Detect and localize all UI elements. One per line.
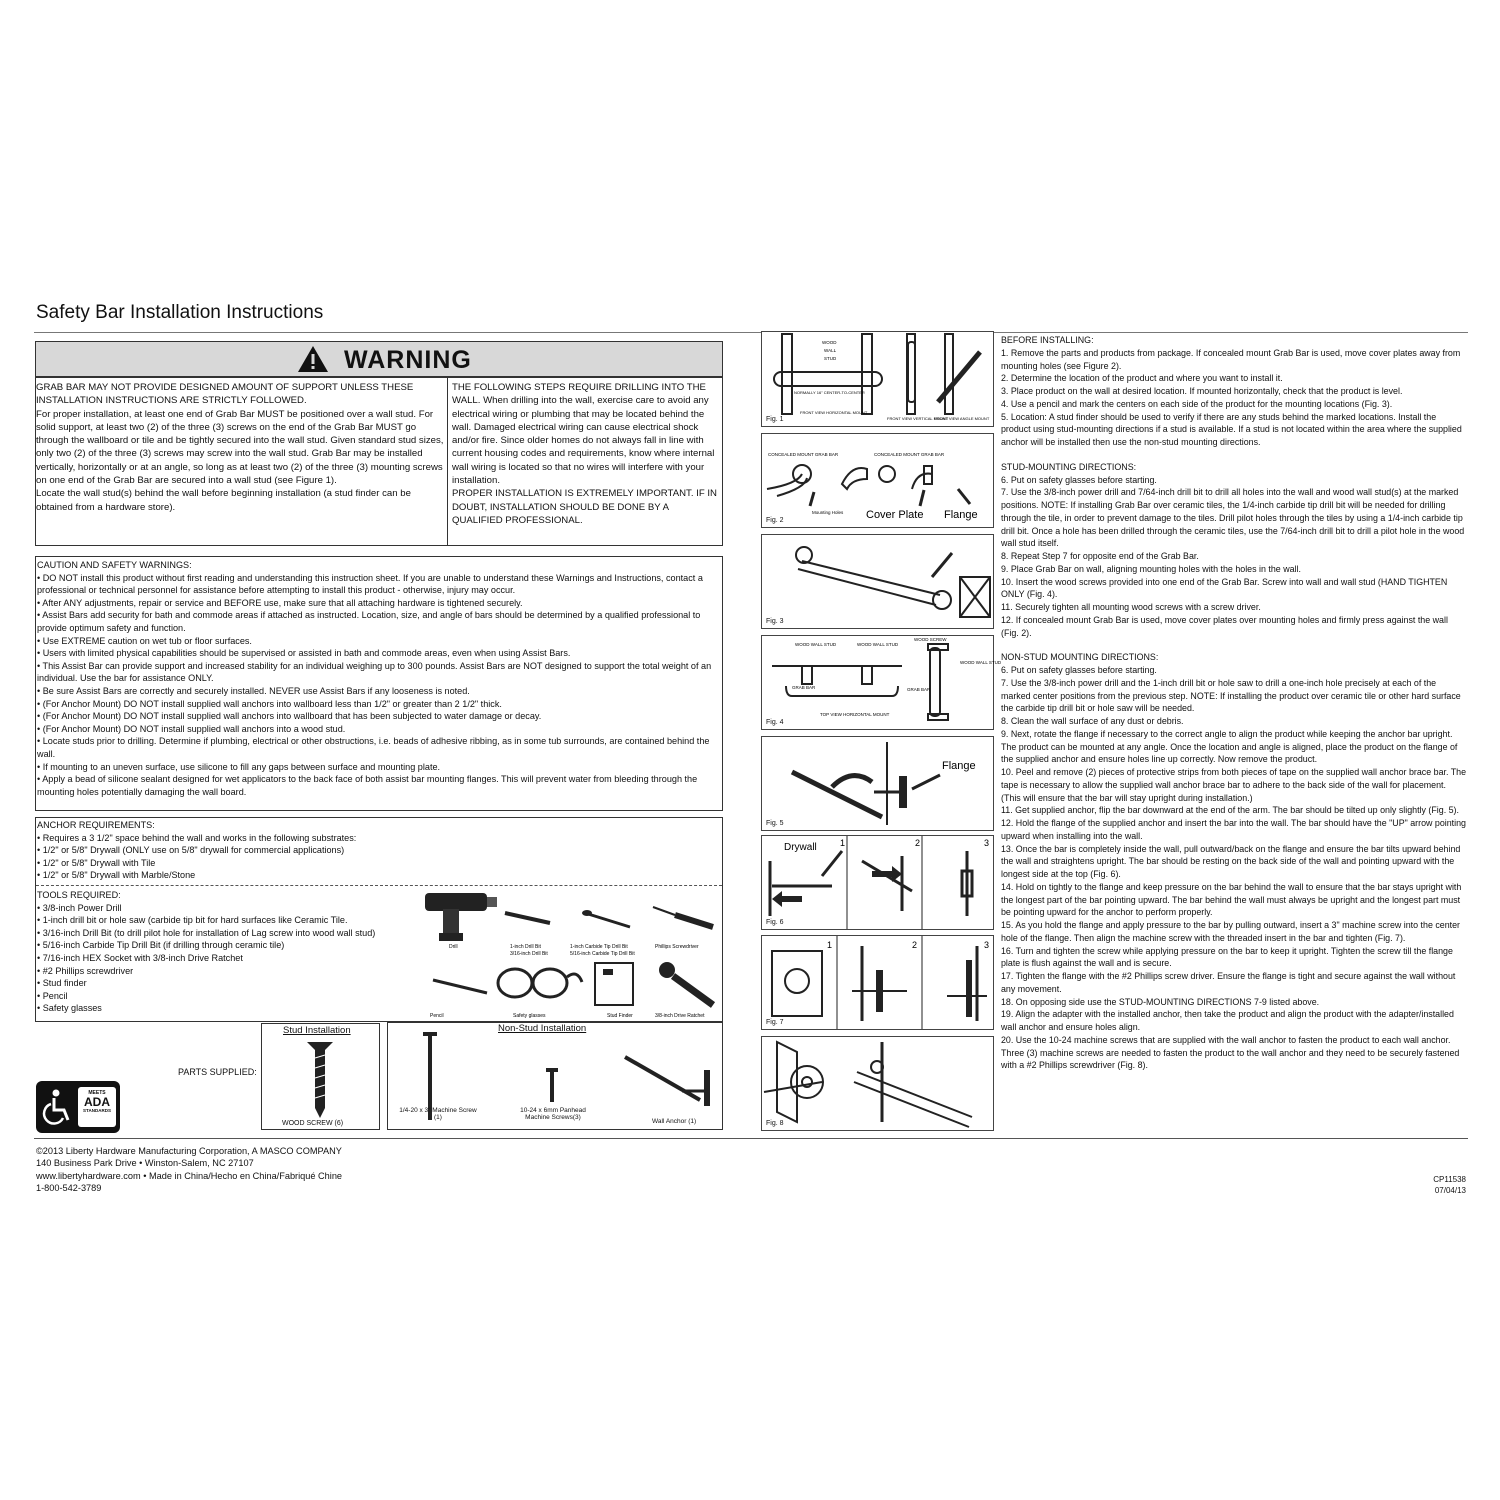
fig2-cover-plate: Cover Plate xyxy=(866,509,924,521)
figure-7 xyxy=(761,935,994,1030)
nonstud-installation-title: Non-Stud Installation xyxy=(498,1023,587,1034)
tool-item: • 7/16-inch HEX Socket with 3/8-inch Drive Ratchet xyxy=(37,952,243,963)
warning-col-2 xyxy=(452,381,720,527)
tool-item: • Stud finder xyxy=(37,978,87,989)
fig6-drywall: Drywall xyxy=(784,842,817,853)
panhead-screw-label: 10-24 x 6mm Panhead Machine Screws(3) xyxy=(520,1107,586,1121)
ada-meets: MEETS xyxy=(88,1090,106,1096)
fig1-vertical: FRONT VIEW VERTICAL MOUNT xyxy=(887,416,949,421)
figure-4 xyxy=(761,635,1002,730)
caution-item: • DO NOT install this product without first reading and understanding this instruction sheet. If you are unable to understand these Warnings and Instructions, contact a professional or technical personnel for assistance before attempting to install this product - otherwise, injury may occur. xyxy=(37,572,703,596)
warning-col-1 xyxy=(36,381,446,514)
wood-screw-label: WOOD SCREW (6) xyxy=(282,1120,344,1127)
document-code xyxy=(1433,1174,1466,1196)
before-item: 1. Remove the parts and products from package. If concealed mount Grab Bar is used, move cover plates away from mounting holes (see Figure 2). xyxy=(1001,347,1461,371)
stud-installation-title: Stud Installation xyxy=(283,1025,351,1036)
fig6-step-1: 1 xyxy=(840,838,846,848)
stud-item: 10. Insert the wood screws provided into one end of the Grab Bar. Screw into wall and wall stud (HAND TIGHTEN ONLY (Fig. 4). xyxy=(1001,576,1448,600)
fig4-label: Fig. 4 xyxy=(766,719,784,726)
tools-required xyxy=(37,889,375,1015)
fig2-holes: Mounting Holes xyxy=(812,510,844,515)
nonstud-heading: NON-STUD MOUNTING DIRECTIONS: xyxy=(1001,652,1159,663)
fig5-flange: Flange xyxy=(942,760,976,772)
spade-bit-icon xyxy=(582,910,630,927)
fig5-label: Fig. 5 xyxy=(766,820,784,827)
nonstud-item: 8. Clean the wall surface of any dust or debris. xyxy=(1001,716,1184,726)
fig4-drawing xyxy=(762,636,1002,729)
nonstud-item: 17. Tighten the flange with the #2 Phillips screw driver. Ensure the flange is tight and secure against the wall without any movement. xyxy=(1001,971,1456,994)
anchor-requirements xyxy=(37,819,356,882)
document-date: 07/04/13 xyxy=(1434,1186,1466,1195)
warning-triangle-icon xyxy=(296,344,330,374)
nonstud-item: 6. Put on safety glasses before starting. xyxy=(1001,665,1157,675)
arrow-left-icon xyxy=(772,891,802,907)
ada-text: ADA xyxy=(84,1095,110,1109)
pencil-icon xyxy=(433,980,487,993)
carbide-label: 1-inch Carbide Tip Drill Bit xyxy=(570,944,628,950)
fig1-drawing xyxy=(762,332,993,426)
anchor-item: • Requires a 3 1/2" space behind the wall and works in the following substrates: xyxy=(37,832,357,843)
footer-phone: 1-800-542-3789 xyxy=(36,1183,102,1194)
fig7-drawing xyxy=(762,936,993,1029)
fig4-stud-c: WOOD WALL STUD xyxy=(960,660,1002,665)
tools-heading: TOOLS REQUIRED: xyxy=(37,890,121,900)
pencil-label: Pencil xyxy=(430,1013,444,1019)
fig3-label: Fig. 3 xyxy=(766,618,784,625)
anchor-item: • 1/2" or 5/8" Drywall with Tile xyxy=(37,857,156,868)
anchor-item: • 1/2" or 5/8" Drywall (ONLY use on 5/8" drywall for commercial applications) xyxy=(37,845,345,855)
stud-item: 9. Place Grab Bar on wall, aligning mounting holes with the holes in the wall. xyxy=(1001,563,1301,574)
before-item: 3. Place product on the wall at desired location. If mounted horizontally, check that the product is level. xyxy=(1001,386,1403,396)
fig7-label: Fig. 7 xyxy=(766,1019,784,1026)
figure-8 xyxy=(761,1036,994,1131)
caution-item: • (For Anchor Mount) DO NOT install supplied wall anchors into a wood stud. xyxy=(37,723,346,734)
fig2-label: Fig. 2 xyxy=(766,517,784,524)
tool-item: • Safety glasses xyxy=(37,1003,102,1014)
fig7-step-2: 2 xyxy=(912,940,918,950)
page-title: Safety Bar Installation Instructions xyxy=(36,302,324,323)
caution-heading: CAUTION AND SAFETY WARNINGS: xyxy=(37,560,192,570)
fig7-step-1: 1 xyxy=(827,940,833,950)
caution-text xyxy=(37,559,721,798)
caution-item: • After ANY adjustments, repair or service and BEFORE use, make sure that all attaching hardware is tightened securely. xyxy=(37,597,523,608)
fig5-drawing xyxy=(762,737,993,830)
panhead-screw-icon xyxy=(544,1068,560,1108)
stud-item: 6. Put on safety glasses before starting. xyxy=(1001,474,1157,485)
caution-item: • Locate studs prior to drilling. Determine if plumbing, electrical or other obstructions, i.e. beads of adhesive ribbing, as in some tub surrounds, are contained behind the wall. xyxy=(37,736,710,759)
nonstud-item: 18. On opposing side use the STUD-MOUNTING DIRECTIONS 7-9 listed above. xyxy=(1001,996,1320,1007)
caution-item: • Users with limited physical capabilities should be supervised or assisted in bath and commode areas, even when using Assist Bars. xyxy=(37,648,571,659)
anchor-item: • 1/2" or 5/8" Drywall with Marble/Stone xyxy=(37,870,196,880)
stud-item: 12. If concealed mount Grab Bar is used, move cover plates over mounting holes and firmly press against the wall (Fig. 2). xyxy=(1001,614,1448,638)
footer-website[interactable]: www.libertyhardware.com • Made in China/Hecho en China/Fabriqué Chine xyxy=(36,1170,343,1181)
fig6-step-2: 2 xyxy=(915,838,921,848)
fig8-drawing xyxy=(762,1037,993,1130)
fig2-label-b: CONCEALED MOUNT GRAB BAR xyxy=(874,452,945,457)
nonstud-item: 15. As you hold the flange and apply pressure to the bar by pulling outward, insert a 3" machine screw into the center hole of the flange. Then align the machine screw with the threaded insert in the bar and tighten (Fig. 7). xyxy=(1001,920,1461,943)
machine-screw-label: 1/4-20 x 3" Machine Screw (1) xyxy=(399,1107,477,1121)
nonstud-item: 13. Once the bar is completely inside the wall, pull outward/back on the flange and ensure the bar tilts upward behind the wall and straightens upright. The bar should be resting on the back side of the wall and pointing upward with the longest side at the top (Fig. 6). xyxy=(1001,843,1461,879)
fig8-label: Fig. 8 xyxy=(766,1120,784,1127)
fig1-label: Fig. 1 xyxy=(766,416,784,423)
figure-1 xyxy=(761,331,994,427)
before-item: 4. Use a pencil and mark the centers on each side of the product for the mounting locations (Fig. 3). xyxy=(1001,398,1393,409)
tool-item: • 1-inch drill bit or hole saw (carbide tip bit for hard surfaces like Ceramic Tile. xyxy=(37,915,348,926)
caution-item: • Use EXTREME caution on wet tub or floor surfaces. xyxy=(37,635,252,646)
fig4-stud-a: WOOD WALL STUD xyxy=(795,642,837,647)
stud-heading: STUD-MOUNTING DIRECTIONS: xyxy=(1001,461,1137,472)
ratchet-label: 3/8-inch Drive Ratchet xyxy=(655,1013,705,1019)
nonstud-item: 19. Align the adapter with the installed anchor, then take the product and align the product with the adapter/installed wall anchor and ensure holes align. xyxy=(1001,1009,1454,1032)
figure-3 xyxy=(761,534,994,629)
drill-label: Drill xyxy=(449,944,458,950)
fig1-stud: STUD xyxy=(824,356,837,361)
anchor-heading: ANCHOR REQUIREMENTS: xyxy=(37,820,155,830)
footer xyxy=(36,1145,342,1195)
caution-item: • (For Anchor Mount) DO NOT install supplied wall anchors into wallboard that has been subjected to water damage or decay. xyxy=(37,711,542,722)
fig4-stud-b: WOOD WALL STUD xyxy=(857,642,899,647)
fig2-flange: Flange xyxy=(944,509,978,521)
nonstud-item: 7. Use the 3/8-inch power drill and the 1-inch drill bit or hole saw to drill a one-inch hole precisely at each of the marked center positions from the previous step. NOTE: If installing the product over ceramic tile or other hard surface the carbide tip drill bit or hole saw will be needed. xyxy=(1001,677,1461,714)
fig4-screw: WOOD SCREW xyxy=(914,637,947,642)
fig6-drawing xyxy=(762,836,993,929)
caution-item: • Apply a bead of silicone sealant designed for wet applicators to the back face of both assist bar mounting flanges. This will prevent water from bleeding through the mounting holes potentially damaging the wall board. xyxy=(37,774,698,797)
nonstud-item: 11. Get supplied anchor, flip the bar downward at the end of the arm. The bar should be tilted up only slightly (Fig. 5). xyxy=(1001,805,1459,816)
bit-label: 3/16-inch Drill Bit xyxy=(510,951,548,957)
fig6-step-3: 3 xyxy=(984,838,990,848)
nonstud-item: 10. Peel and remove (2) pieces of protective strips from both pieces of tape on the supplied wall anchor brace bar. The tape is necessary to allow the supplied wall anchor brace bar to adhere to the back side of the wall for placement. (This will ensure that the bar will stay upright during installation.) xyxy=(1001,767,1467,803)
wall-anchor-label: Wall Anchor (1) xyxy=(652,1118,697,1125)
figure-2 xyxy=(761,433,994,528)
fig4-grabbar: GRAB BAR xyxy=(792,685,816,690)
figure-6 xyxy=(761,835,994,930)
footer-address: 140 Business Park Drive • Winston-Salem, NC 27107 xyxy=(36,1158,254,1169)
fig4-grabbar-2: GRAB BAR xyxy=(907,687,931,692)
fig1-angle: FRONT VIEW ANGLE MOUNT xyxy=(934,416,990,421)
fig2-drawing xyxy=(762,434,993,527)
figure-5 xyxy=(761,736,994,831)
warning-para: THE FOLLOWING STEPS REQUIRE DRILLING INTO THE WALL. When drilling into the wall, exercise care to avoid any electrical wiring or plumbing that may be located behind the wall. Damaged electrical wiring can cause electrical shock and/or fire. Since older homes do not always fall in line with current housing codes and requirements, know where internal wall wiring is located so that no wires will interfere with your installation. xyxy=(452,382,715,487)
stud-item: 8. Repeat Step 7 for opposite end of the Grab Bar. xyxy=(1001,551,1199,561)
caution-item: • (For Anchor Mount) DO NOT install supplied wall anchors into wallboard less than 1/2" or greater than 2 1/2" thick. xyxy=(37,698,502,709)
before-item: 5. Location: A stud finder should be used to verify if there are any studs behind the marked locations. Install the product using stud-mounting directions if a stud is available. If a stud is not located within the area where the supplied anchor will be installed then use the non-stud mounting directions. xyxy=(1001,411,1462,447)
ada-badge xyxy=(36,1081,120,1133)
carbide-label: 5/16-inch Carbide Tip Drill Bit xyxy=(570,951,635,957)
fig1-horizontal: FRONT VIEW HORIZONTAL MOUNT xyxy=(800,410,868,415)
fig6-label: Fig. 6 xyxy=(766,919,784,926)
fig4-topview: TOP VIEW HORIZONTAL MOUNT xyxy=(820,712,890,717)
fig1-wood: WOOD xyxy=(822,340,837,345)
fig3-drawing xyxy=(762,535,993,628)
screwdriver-label: Phillips Screwdriver xyxy=(655,944,699,950)
nonstud-item: 16. Turn and tighten the screw while applying pressure on the bar to keep it upright. Tighten the screw till the flange plate is flush against the wall and is secure. xyxy=(1001,945,1453,969)
nonstud-item: 20. Use the 10-24 machine screws that are supplied with the wall anchor to fasten the product to each wall anchor. Three (3) machine screws are needed to fasten the product to the wall anchor and they need to be securely fastened with a #2 Phillips screwdriver (Fig. 8). xyxy=(1001,1034,1460,1071)
fig1-note: NORMALLY 16" CENTER-TO-CENTER xyxy=(794,390,865,395)
screwdriver-icon xyxy=(653,907,713,927)
fig2-label-a: CONCEALED MOUNT GRAB BAR xyxy=(768,452,839,457)
warning-para: PROPER INSTALLATION IS EXTREMELY IMPORTANT. IF IN DOUBT, INSTALLATION SHOULD BE DONE BY A QUALIFIED PROFESSIONAL. xyxy=(452,488,717,526)
caution-item: • If mounting to an uneven surface, use silicone to fill any gaps between surface and mounting plate. xyxy=(37,761,441,772)
before-heading: BEFORE INSTALLING: xyxy=(1001,335,1094,345)
nonstud-item: 9. Next, rotate the flange if necessary to the correct angle to align the product while keeping the anchor bar upright. The product can be mounted at any angle. Once the location and angle is aligned, place the product on the flange of the supplied anchor and ensure holes line up correctly. Now remove the product. xyxy=(1001,728,1458,765)
caution-item: • Assist Bars add security for bath and commode areas if attached as instructed. Location, size, and angle of bars should be determined by a qualified professional to provide optimum safety and function. xyxy=(37,610,701,633)
warning-para: GRAB BAR MAY NOT PROVIDE DESIGNED AMOUNT OF SUPPORT UNLESS THESE INSTALLATION INSTRUCTIONS ARE STRICTLY FOLLOWED. xyxy=(36,382,414,407)
stud-finder-icon xyxy=(595,963,633,1005)
warning-para: For proper installation, at least one end of Grab Bar MUST be positioned over a wall stud. For solid support, at least two (2) of the three (3) screws on the end of the Grab Bar MUST go through the wallboard or tile and be tightly secured into the wall stud. Given standard stud sizes, only two (2) of the three (3) screws may screw into the wall stud. Grab Bar may be installed vertically, horizontally or at an angle, so long as at least two (2) of the three (3) mounting screws on one end of the Grab Bar are secured into a wall stud (see Figure 1). xyxy=(36,408,444,487)
caution-item: • Be sure Assist Bars are correctly and securely installed. NEVER use Assist Bars if any looseness is noted. xyxy=(37,685,470,696)
studfinder-label: Stud Finder xyxy=(607,1013,633,1019)
warning-para: Locate the wall stud(s) behind the wall before beginning installation (a stud finder can be obtained from a hardware store). xyxy=(36,488,411,513)
footer-divider xyxy=(34,1138,1468,1139)
tool-item: • #2 Phillips screwdriver xyxy=(37,965,134,976)
wood-screw-icon xyxy=(305,1040,335,1120)
tool-item: • 5/16-inch Carbide Tip Drill Bit (if drilling through ceramic tile) xyxy=(37,940,285,951)
tool-item: • Pencil xyxy=(37,990,68,1001)
caution-item: • This Assist Bar can provide support and increased stability for an individual weighing up to 300 pounds. Assist Bars are NOT designed to support the total weight of an individual. Use the bar for assistance ONLY. xyxy=(37,660,712,684)
stud-item: 11. Securely tighten all mounting wood screws with a screw driver. xyxy=(1001,602,1261,612)
drill-bit-icon xyxy=(505,913,550,923)
drill-icon xyxy=(425,893,497,941)
ada-standards: STANDARDS xyxy=(83,1108,111,1113)
tool-item: • 3/8-inch Power Drill xyxy=(37,902,122,913)
warning-heading: WARNING xyxy=(344,346,472,374)
nonstud-item: 14. Hold on tightly to the flange and keep pressure on the bar behind the wall to ensure that the bar stays upright with the longest part of the bar pointing upward. The bar behind the wall must always be upright and the longest part must be pointing upward for the anchor to perform properly. xyxy=(1001,881,1462,918)
title-divider xyxy=(34,332,1468,333)
tool-item: • 3/16-inch Drill Bit (to drill pilot hole for installation of Lag screw into wood wall stud) xyxy=(37,927,376,938)
tools-illustration xyxy=(415,885,721,1020)
before-item: 2. Determine the location of the product and where you want to install it. xyxy=(1001,373,1283,384)
warning-divider xyxy=(447,377,448,546)
footer-copyright: ©2013 Liberty Hardware Manufacturing Corporation, A MASCO COMPANY xyxy=(36,1146,342,1156)
document-number: CP11538 xyxy=(1433,1175,1466,1184)
bit-label: 1-inch Drill Bit xyxy=(510,944,541,950)
parts-supplied-label: PARTS SUPPLIED: xyxy=(178,1067,257,1077)
wall-anchor-icon xyxy=(620,1055,720,1115)
nonstud-item: 12. Hold the flange of the supplied anchor and insert the bar into the wall. The bar should have the "UP" arrow pointing upward when installing into the wall. xyxy=(1001,818,1466,841)
stud-item: 7. Use the 3/8-inch power drill and 7/64-inch drill bit to drill all holes into the wall and wood wall stud(s) at the marked positions. NOTE: If installing Grab Bar over ceramic tiles, the 1/4-inch carbide tip drill bit will be needed for drilling through the tile, in order to prevent damage to the tiles. Drill pilot holes through the tiles by using a 1/4-inch carbide tip drill bit. Once a hole has been drilled through the ceramic tiles, use the 7/64-inch drill bit to drill a pilot hole in the wood wall stud itself. xyxy=(1001,487,1465,549)
fig7-step-3: 3 xyxy=(984,940,990,950)
ratchet-icon xyxy=(659,962,713,1005)
wheelchair-icon xyxy=(42,1089,74,1125)
safety-glasses-icon xyxy=(498,969,582,997)
fig1-wall: WALL xyxy=(824,348,837,353)
instructions-column xyxy=(1001,334,1467,1072)
glasses-label: Safety glasses xyxy=(513,1013,546,1019)
